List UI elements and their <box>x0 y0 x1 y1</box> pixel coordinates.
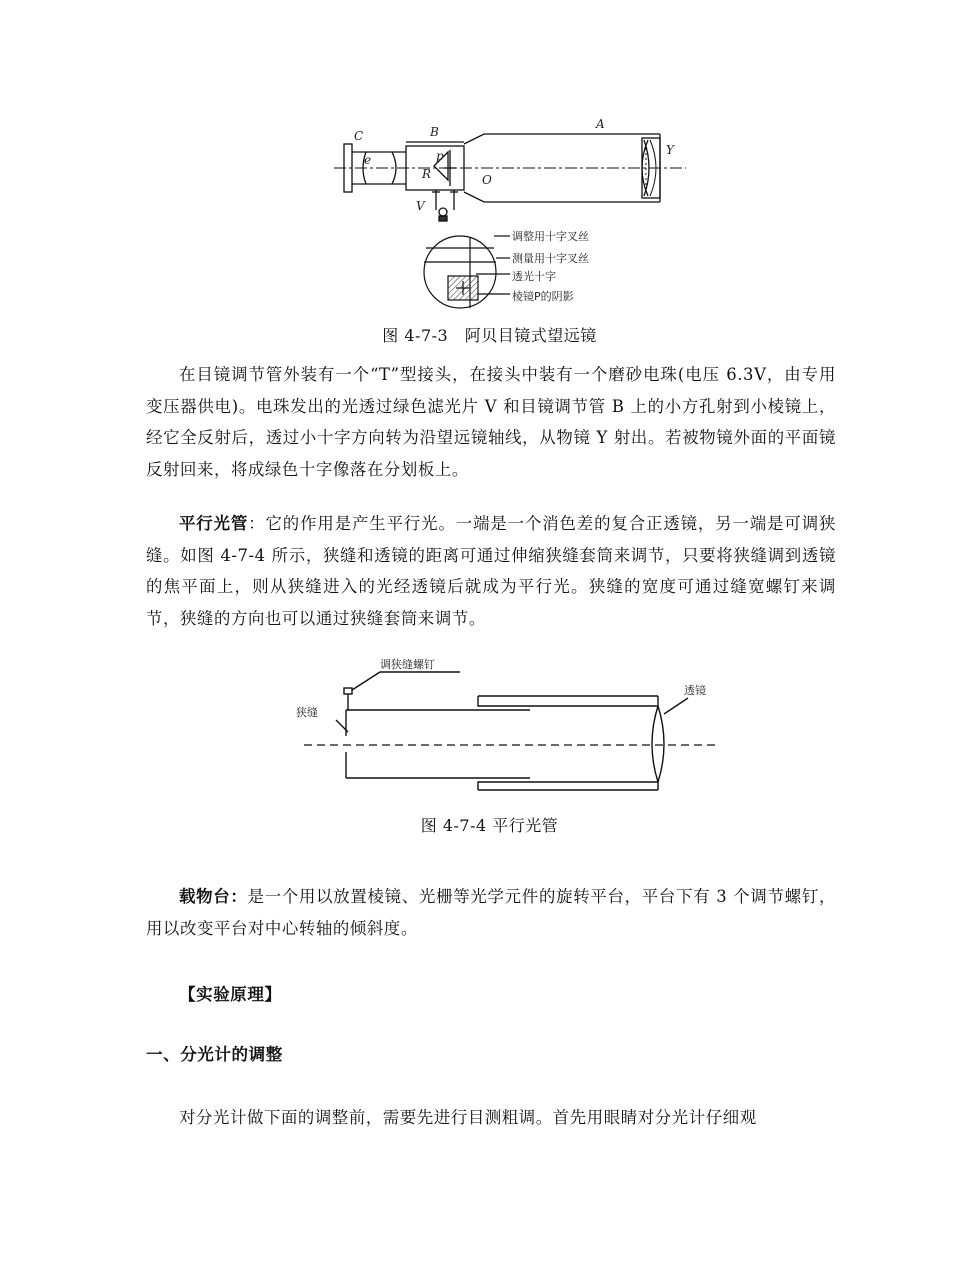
paragraph-lamp: 在目镜调节管外装有一个“T”型接头，在接头中装有一个磨砂电珠(电压 6.3V，由专用变压器供电)。电珠发出的光透过绿色滤光片 V 和目镜调节管 B 上的小方孔射到小棱镜上，经它全反射后，透过小十字方向转为沿望远镜轴线，从物镜 Y 射出。若被物镜外面的平面镜反射回来，将成绿色十字像落在分划板上。 <box>146 365 836 479</box>
callout-light-cross: 透光十字 <box>512 270 556 283</box>
telescope-diagram <box>330 112 690 312</box>
callout-measure-crosshair: 测量用十字叉丝 <box>512 252 589 265</box>
callout-prism-shadow: 棱镜P的阴影 <box>512 290 574 303</box>
figure-collimator <box>280 658 730 803</box>
label-a: A <box>596 117 605 131</box>
label-c: C <box>354 129 364 143</box>
figure-caption-telescope: 图 4-7-3 阿贝目镜式望远镜 <box>382 326 597 345</box>
term-stage: 载物台： <box>179 887 248 906</box>
callout-adjust-crosshair: 调整用十字叉丝 <box>512 230 589 243</box>
paragraph-collimator-text: ：它的作用是产生平行光。一端是一个消色差的复合正透镜，另一端是可调狭缝。如图 4-7-4 所示，狭缝和透镜的距离可通过伸缩狭缝套筒来调节，只要将狭缝调到透镜的焦平面上，则从狭缝进入的光经透镜后就成为平行光。狭缝的宽度可通过缝宽螺钉来调节，狭缝的方向也可以通过狭缝套筒来调节。 <box>146 514 836 628</box>
label-e: e <box>364 153 372 167</box>
label-slit-screw: 调狭缝螺钉 <box>380 658 435 671</box>
label-o: O <box>482 173 492 187</box>
term-collimator: 平行光管 <box>179 514 249 533</box>
subsection-heading: 一、分光计的调整 <box>146 1045 283 1064</box>
paragraph-collimator <box>146 508 836 634</box>
label-lens: 透镜 <box>684 684 706 697</box>
label-r: R <box>422 167 432 181</box>
figure-caption-collimator: 图 4-7-4 平行光管 <box>420 816 559 835</box>
label-slit: 狭缝 <box>296 706 318 719</box>
label-y: Y <box>666 143 674 157</box>
reticle-inset <box>424 236 510 308</box>
figure-telescope <box>330 112 690 312</box>
label-b: B <box>430 125 439 139</box>
label-p: p <box>436 149 444 163</box>
paragraph-stage-text: 是一个用以放置棱镜、光栅等光学元件的旋转平台，平台下有 3 个调节螺钉，用以改变平台对中心转轴的倾斜度。 <box>146 887 836 938</box>
collimator-diagram <box>280 658 730 803</box>
paragraph-adjust-intro: 对分光计做下面的调整前，需要先进行目测粗调。首先用眼睛对分光计仔细观 <box>179 1108 757 1127</box>
label-v: V <box>416 199 425 213</box>
section-heading: 【实验原理】 <box>179 985 282 1004</box>
paragraph-stage <box>146 881 836 944</box>
